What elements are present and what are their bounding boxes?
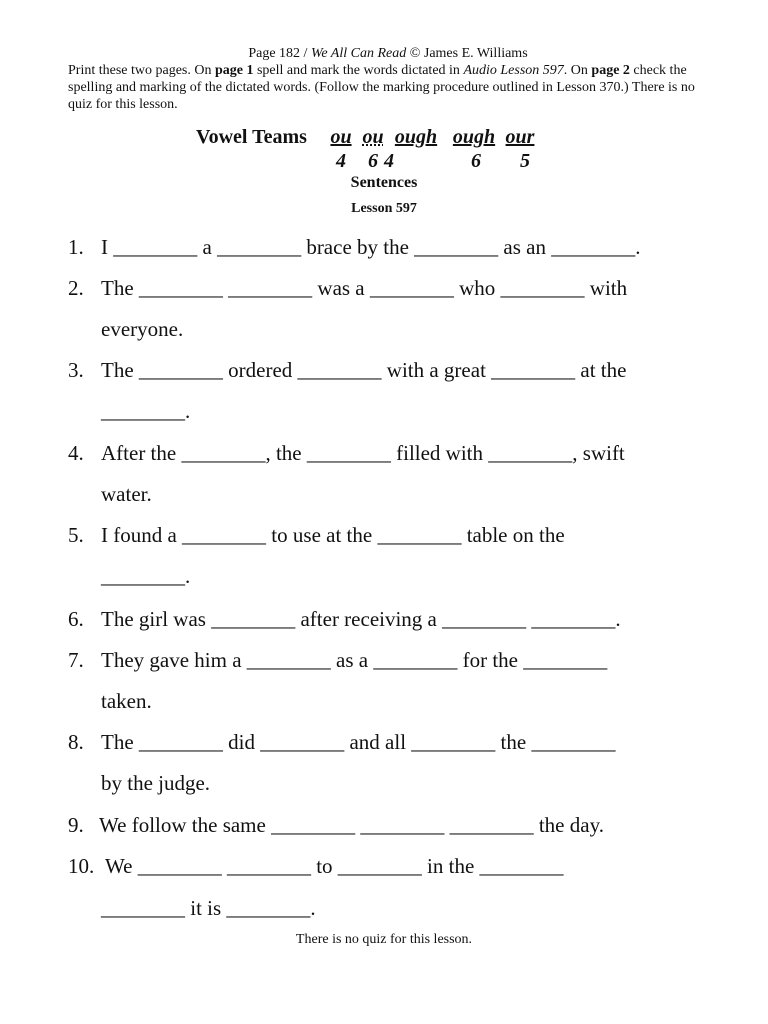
sentence-text: The ________ ________ was a ________ who ________ with <box>101 276 628 300</box>
instruction-text: On <box>570 63 588 78</box>
instruction-text: spell and mark the words dictated in <box>256 63 460 78</box>
sentence-item <box>68 599 718 640</box>
sentence-continuation <box>68 556 718 599</box>
section-subtitle: Sentences <box>350 174 418 191</box>
sentence-text: everyone. <box>101 317 184 341</box>
sentence-text: I ________ a ________ brace by the ________ as an ________. <box>101 235 641 259</box>
sentence-text: by the judge. <box>101 771 211 795</box>
sentence-text: water. <box>101 482 152 506</box>
sentence-item <box>68 640 718 681</box>
sentence-item <box>68 227 718 268</box>
sentence-item <box>68 268 718 309</box>
sentence-continuation <box>68 888 718 929</box>
sentence-text: The ________ ordered ________ with a great ________ at the <box>101 358 627 382</box>
author: © James E. Williams <box>409 46 528 61</box>
vowel-team-number: 4 <box>384 150 394 172</box>
vowel-team: ou <box>362 126 384 148</box>
sentence-number: 4. <box>68 441 84 465</box>
title-block <box>0 126 768 221</box>
sentence-text: The ________ did ________ and all ________ the ________ <box>101 730 616 754</box>
sentence-text: ________. <box>101 564 191 588</box>
sentence-number: 10. <box>68 854 95 878</box>
sentence-number: 5. <box>68 523 84 547</box>
sentence-item <box>68 515 718 556</box>
instruction-text: Print these two pages. On <box>68 63 212 78</box>
instructions <box>68 62 708 113</box>
sentence-item <box>68 805 718 846</box>
instruction-text: . <box>563 63 568 78</box>
sentence-text: taken. <box>101 689 152 713</box>
sentence-item <box>68 846 718 888</box>
vowel-team: ough <box>394 126 438 148</box>
sentence-text: The girl was ________ after receiving a ________ ________. <box>101 607 621 631</box>
vowel-team: our <box>505 126 535 148</box>
sentence-continuation <box>68 309 718 350</box>
vowel-team: ough <box>452 126 496 148</box>
sentence-item <box>68 350 718 391</box>
sentence-item <box>68 433 718 474</box>
sentence-text: We ________ ________ to ________ in the ________ <box>105 854 564 878</box>
sentence-text: We follow the same ________ ________ ________ the day. <box>99 813 604 837</box>
vowel-team-number: 4 <box>336 150 346 172</box>
sentence-number: 9. <box>68 813 84 837</box>
sentence-text: They gave him a ________ as a ________ for the ________ <box>101 648 608 672</box>
sentence-continuation <box>68 763 718 805</box>
page1-label: page 1 <box>214 63 254 78</box>
vowel-team-number: 6 <box>471 150 481 172</box>
sentence-text: ________ it is ________. <box>101 896 316 920</box>
sentence-number: 8. <box>68 730 84 754</box>
header-citation <box>68 45 708 62</box>
sentence-continuation <box>68 391 718 433</box>
vowel-team-number: 6 <box>368 150 378 172</box>
page2-label: page 2 <box>591 63 630 78</box>
audio-lesson-ref: Audio Lesson 597 <box>463 63 564 78</box>
page-reference: Page 182 / <box>248 46 308 61</box>
sentence-number: 7. <box>68 648 84 672</box>
instruction-text: check the spelling and marking of the dictated words. (Follow the marking procedure outlined in Lesson 370.) There is no quiz for this lesson. <box>68 63 695 112</box>
sentence-text: ________. <box>101 399 191 423</box>
sentence-continuation <box>68 474 718 515</box>
vowel-team-number: 5 <box>520 150 530 172</box>
sentence-continuation <box>68 681 718 722</box>
sentence-text: I found a ________ to use at the ________ table on the <box>101 523 565 547</box>
sentence-number: 6. <box>68 607 84 631</box>
sentence-number: 1. <box>68 235 84 259</box>
vowel-team: ou <box>330 126 352 148</box>
sentence-number: 3. <box>68 358 84 382</box>
book-title: We All Can Read <box>310 46 407 61</box>
sentence-number: 2. <box>68 276 84 300</box>
vowel-teams-label: Vowel Teams <box>196 126 307 148</box>
lesson-number: Lesson 597 <box>351 201 417 216</box>
sentence-text: After the ________, the ________ filled with ________, swift <box>101 441 625 465</box>
footer-note: There is no quiz for this lesson. <box>295 932 473 947</box>
sentence-list <box>68 227 718 929</box>
page-header <box>68 45 708 113</box>
sentence-item <box>68 722 718 763</box>
